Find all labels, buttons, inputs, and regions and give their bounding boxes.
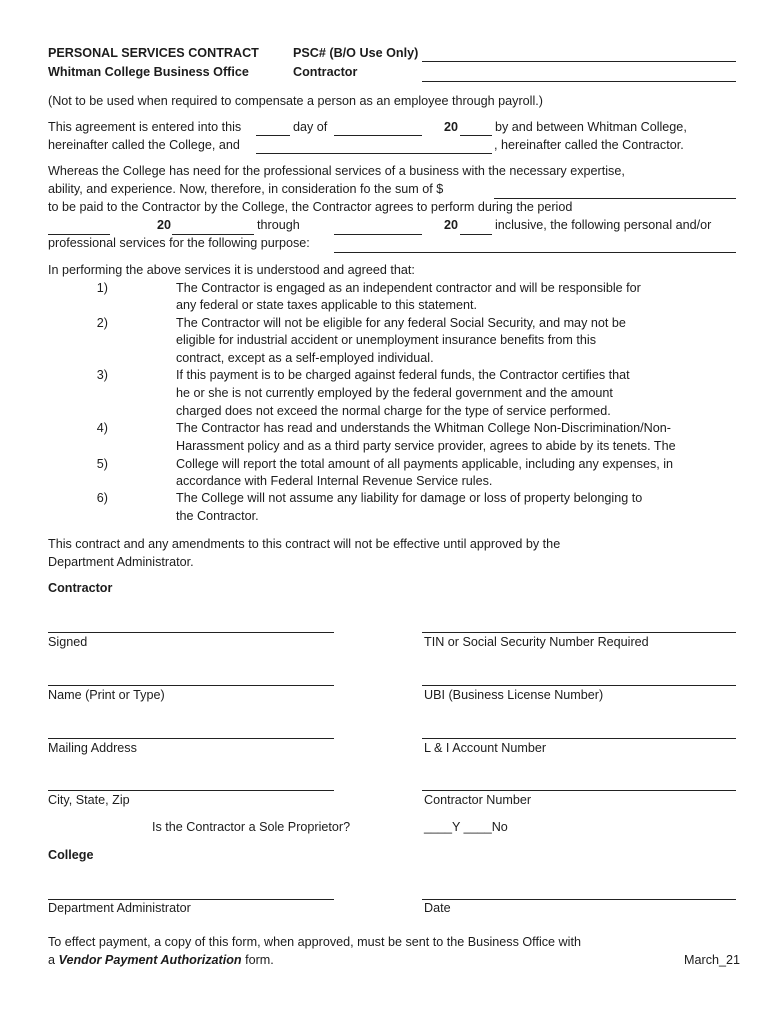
term-line: College will report the total amount of all payments applicable, including any expenses, in: [176, 457, 674, 471]
approval-text-1: This contract and any amendments to this contract will not be effective until approved by the: [48, 537, 561, 551]
contractor-field-line[interactable]: [422, 81, 736, 82]
agreement-text-2: by and between Whitman College,: [495, 120, 687, 134]
city-state-zip-line[interactable]: [48, 790, 334, 791]
term-line: The College will not assume any liability for damage or loss of property belonging to: [176, 491, 643, 505]
term-number: 6): [96, 491, 108, 505]
period-start-month-line[interactable]: [48, 234, 110, 235]
sole-proprietor-question: Is the Contractor a Sole Proprietor?: [152, 820, 351, 834]
signed-label: Signed: [48, 635, 88, 649]
term-line: contract, except as a self-employed individual.: [176, 351, 434, 365]
period-end-year-line[interactable]: [460, 234, 492, 235]
term-line: eligible for industrial accident or unemployment insurance benefits from this: [176, 333, 597, 347]
dept-admin-label: Department Administrator: [48, 901, 191, 915]
footer-prefix: a: [48, 953, 59, 967]
footer-text-1: To effect payment, a copy of this form, when approved, must be sent to the Business Office with: [48, 935, 581, 949]
year-prefix: 20: [444, 120, 459, 134]
mailing-address-label: Mailing Address: [48, 741, 137, 755]
contractor-label: Contractor: [293, 65, 358, 79]
period-end-month-line[interactable]: [334, 234, 422, 235]
sum-field-line[interactable]: [494, 198, 736, 199]
term-line: The Contractor has read and understands the Whitman College Non-Discrimination/Non-: [176, 421, 671, 435]
year-field-line[interactable]: [460, 135, 492, 136]
term-line: If this payment is to be charged against federal funds, the Contractor certifies that: [176, 368, 630, 382]
date-line[interactable]: [422, 899, 736, 900]
term-line: accordance with Federal Internal Revenue Service rules.: [176, 474, 493, 488]
whereas-text-5: professional services for the following purpose:: [48, 236, 310, 250]
term-number: 5): [96, 457, 108, 471]
terms-intro: In performing the above services it is understood and agreed that:: [48, 263, 415, 277]
period-start-year-line[interactable]: [172, 234, 254, 235]
term-line: the Contractor.: [176, 509, 259, 523]
term-line: he or she is not currently employed by the federal government and the amount: [176, 386, 613, 400]
term-line: charged does not exceed the normal charge for the type of service performed.: [176, 404, 611, 418]
name-label: Name (Print or Type): [48, 688, 165, 702]
ubi-line[interactable]: [422, 685, 736, 686]
footer-suffix: form.: [245, 953, 274, 967]
term-number: 2): [96, 316, 108, 330]
whereas-text-3: to be paid to the Contractor by the College, the Contractor agrees to perform during the period: [48, 200, 573, 214]
day-of-label: day of: [293, 120, 328, 134]
form-subtitle: Whitman College Business Office: [48, 65, 249, 79]
mailing-address-line[interactable]: [48, 738, 334, 739]
whereas-text-2: ability, and experience. Now, therefore, in consideration fo the sum of $: [48, 182, 444, 196]
term-number: 4): [96, 421, 108, 435]
tin-label: TIN or Social Security Number Required: [424, 635, 649, 649]
term-line: any federal or state taxes applicable to this statement.: [176, 298, 478, 312]
li-account-label: L & I Account Number: [424, 741, 547, 755]
city-state-zip-label: City, State, Zip: [48, 793, 130, 807]
term-number: 3): [96, 368, 108, 382]
dept-admin-line[interactable]: [48, 899, 334, 900]
vendor-form-name: Vendor Payment Authorization: [58, 953, 242, 967]
li-account-line[interactable]: [422, 738, 736, 739]
signature-line[interactable]: [48, 632, 334, 633]
whereas-text-4: inclusive, the following personal and/or: [495, 218, 712, 232]
period-end-year-prefix: 20: [444, 218, 459, 232]
purpose-field-line[interactable]: [334, 252, 736, 253]
agreement-text-1: This agreement is entered into this: [48, 120, 242, 134]
approval-text-2: Department Administrator.: [48, 555, 194, 569]
term-line: The Contractor is engaged as an independent contractor and will be responsible for: [176, 281, 641, 295]
footer-text-2: [48, 953, 274, 968]
through-label: through: [257, 218, 300, 232]
tin-line[interactable]: [422, 632, 736, 633]
college-heading: College: [48, 848, 94, 862]
day-field-line[interactable]: [256, 135, 290, 136]
sole-proprietor-yes-no[interactable]: ____Y ____No: [424, 820, 508, 834]
revision-date: March_21: [684, 953, 741, 967]
payroll-note: (Not to be used when required to compensate a person as an employee through payroll.): [48, 94, 543, 108]
psc-field-line[interactable]: [422, 61, 736, 62]
term-number: 1): [96, 281, 108, 295]
term-line: Harassment policy and as a third party service provider, agrees to abide by its tenets. The: [176, 439, 676, 453]
whereas-text-1: Whereas the College has need for the professional services of a business with the necessary expertise,: [48, 164, 625, 178]
agreement-text-3: hereinafter called the College, and: [48, 138, 240, 152]
contractor-number-line[interactable]: [422, 790, 736, 791]
contractor-number-label: Contractor Number: [424, 793, 532, 807]
contractor-name-field-line[interactable]: [256, 153, 492, 154]
form-title: PERSONAL SERVICES CONTRACT: [48, 46, 259, 60]
term-line: The Contractor will not be eligible for any federal Social Security, and may not be: [176, 316, 626, 330]
month-field-line[interactable]: [334, 135, 422, 136]
ubi-label: UBI (Business License Number): [424, 688, 604, 702]
date-label: Date: [424, 901, 451, 915]
period-start-year-prefix: 20: [157, 218, 172, 232]
agreement-text-4: , hereinafter called the Contractor.: [494, 138, 684, 152]
name-line[interactable]: [48, 685, 334, 686]
contractor-heading: Contractor: [48, 581, 113, 595]
psc-label: PSC# (B/O Use Only): [293, 46, 419, 60]
